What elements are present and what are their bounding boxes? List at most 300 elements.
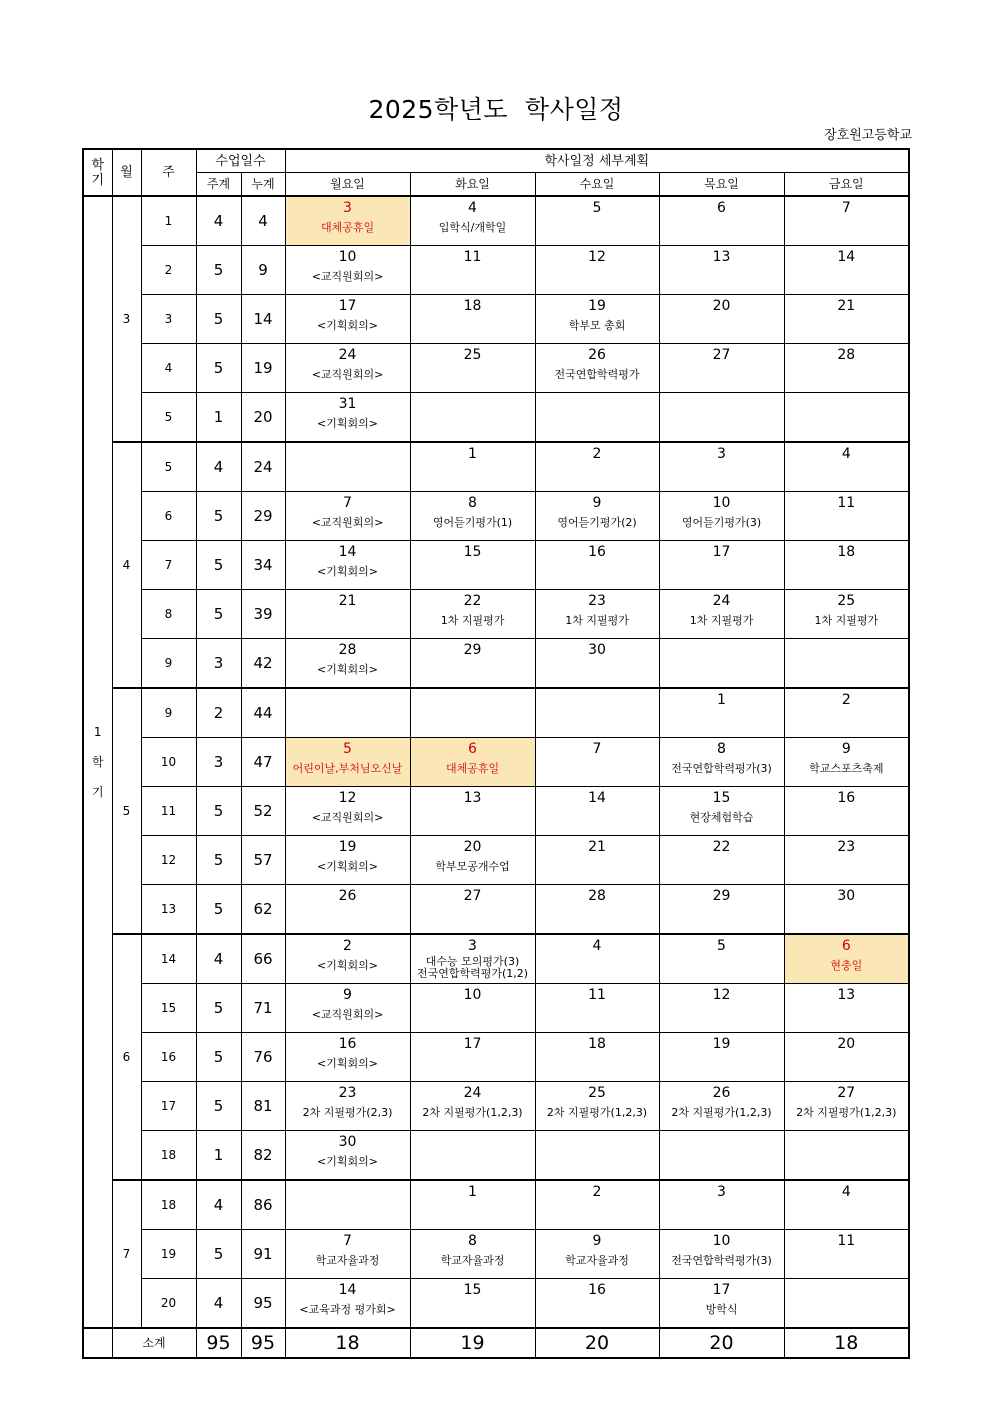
day-number: 8 [717, 741, 726, 757]
day-number: 6 [841, 938, 851, 954]
day-number: 22 [712, 839, 731, 855]
day-cell [535, 934, 659, 984]
day-number: 24 [463, 1085, 482, 1101]
day-number: 10 [463, 987, 482, 1003]
day-number: 17 [712, 544, 731, 560]
day-cell [784, 984, 909, 1033]
day-cell [285, 885, 410, 935]
weekly-days: 5 [196, 295, 241, 344]
day-number: 24 [712, 593, 731, 609]
day-number: 26 [712, 1085, 731, 1101]
day-cell [659, 738, 784, 787]
day-cell [410, 295, 535, 344]
day-cell [784, 541, 909, 590]
week-number: 6 [141, 492, 196, 541]
cumulative-days: 42 [241, 639, 285, 689]
day-cell [410, 246, 535, 295]
week-number: 10 [141, 738, 196, 787]
event-label: 전국연합학력평가(3) [671, 1254, 772, 1267]
day-cell [784, 1082, 909, 1131]
weekly-days: 5 [196, 885, 241, 935]
day-cell [784, 1033, 909, 1082]
weekly-days: 4 [196, 1180, 241, 1230]
event-label: <기획회의> [317, 1155, 378, 1168]
cumulative-days: 82 [241, 1131, 285, 1181]
header-class-days: 수업일수 [196, 149, 285, 173]
weekly-days: 1 [196, 393, 241, 443]
day-cell [535, 442, 659, 492]
day-number: 15 [712, 790, 731, 806]
day-cell [410, 393, 535, 443]
event-label: <기획회의> [317, 959, 378, 972]
event-label: <교직원회의> [311, 270, 384, 283]
day-cell [535, 492, 659, 541]
schedule-row [83, 787, 909, 836]
day-cell [535, 541, 659, 590]
day-cell [285, 492, 410, 541]
summary-day-total: 18 [285, 1328, 410, 1358]
week-number: 3 [141, 295, 196, 344]
event-label: 학부모 총회 [568, 319, 626, 332]
day-cell [285, 639, 410, 689]
day-cell [410, 196, 535, 246]
day-cell [659, 1082, 784, 1131]
week-number: 16 [141, 1033, 196, 1082]
day-cell [659, 196, 784, 246]
cumulative-days: 76 [241, 1033, 285, 1082]
day-cell [659, 984, 784, 1033]
cumulative-days: 62 [241, 885, 285, 935]
day-number: 28 [588, 888, 606, 904]
day-cell [535, 344, 659, 393]
month-cell: 6 [112, 934, 141, 1180]
day-cell [784, 442, 909, 492]
month-cell: 3 [112, 196, 141, 442]
day-number: 11 [837, 495, 856, 511]
week-number: 11 [141, 787, 196, 836]
weekly-days: 5 [196, 344, 241, 393]
day-cell [784, 590, 909, 639]
day-cell [410, 885, 535, 935]
day-cell [285, 393, 410, 443]
day-cell [285, 541, 410, 590]
event-label: <교직원회의> [311, 516, 384, 529]
day-cell [535, 246, 659, 295]
day-cell [285, 738, 410, 787]
event-label: 2차 지필평가(1,2,3) [546, 1106, 648, 1119]
event-label: <교직원회의> [311, 811, 384, 824]
day-number: 29 [463, 642, 482, 658]
day-cell [410, 639, 535, 689]
week-number: 14 [141, 934, 196, 984]
week-number: 15 [141, 984, 196, 1033]
day-number: 15 [463, 1282, 482, 1298]
weekly-days: 5 [196, 1230, 241, 1279]
cumulative-days: 9 [241, 246, 285, 295]
header-semester: 학 기 [83, 149, 112, 196]
weekly-days: 4 [196, 442, 241, 492]
header-weekly: 주계 [196, 173, 241, 197]
day-cell [535, 688, 659, 738]
day-cell [535, 1279, 659, 1329]
day-cell [410, 984, 535, 1033]
day-number: 3 [468, 938, 477, 954]
day-number: 13 [712, 249, 731, 265]
week-number: 17 [141, 1082, 196, 1131]
event-label: 영어듣기평가(1) [432, 516, 513, 529]
event-label: 어린이날,부처님오신날 [292, 762, 403, 775]
day-number: 18 [837, 544, 856, 560]
month-cell: 4 [112, 442, 141, 688]
day-cell [784, 393, 909, 443]
event-label: 방학식 [705, 1303, 738, 1316]
header-plan: 학사일정 세부계획 [285, 149, 909, 173]
day-number: 4 [592, 938, 602, 954]
day-number: 2 [841, 692, 851, 708]
event-label: 입학식/개학일 [438, 221, 507, 234]
event-label: 전국연합학력평가(3) [671, 762, 772, 775]
header-friday: 금요일 [784, 173, 909, 197]
day-cell [535, 787, 659, 836]
day-number: 20 [837, 1036, 856, 1052]
day-cell [659, 787, 784, 836]
event-label: 대체공휴일 [445, 762, 500, 775]
schedule-row [83, 639, 909, 689]
event-label: 전국연합학력평가 [554, 368, 640, 381]
week-number: 4 [141, 344, 196, 393]
day-number: 17 [463, 1036, 482, 1052]
event-label: <기획회의> [317, 319, 378, 332]
day-number: 1 [717, 692, 726, 708]
day-number: 23 [338, 1085, 357, 1101]
day-cell [410, 1033, 535, 1082]
weekly-days: 5 [196, 492, 241, 541]
day-number: 9 [841, 741, 851, 757]
day-cell [659, 393, 784, 443]
day-cell [410, 541, 535, 590]
header-cumulative: 누계 [241, 173, 285, 197]
day-cell [285, 295, 410, 344]
cumulative-days: 52 [241, 787, 285, 836]
day-cell [410, 934, 535, 984]
day-number: 16 [837, 790, 856, 806]
weekly-days: 5 [196, 984, 241, 1033]
day-cell [659, 246, 784, 295]
day-number: 1 [468, 446, 477, 462]
header-tuesday: 화요일 [410, 173, 535, 197]
event-label: <교육과정 평가회> [299, 1303, 396, 1316]
month-cell: 5 [112, 688, 141, 934]
schedule-row [83, 738, 909, 787]
day-cell [659, 1033, 784, 1082]
day-cell [410, 1131, 535, 1181]
event-label: <기획회의> [317, 860, 378, 873]
day-cell [410, 688, 535, 738]
day-number: 8 [468, 495, 477, 511]
event-label: 영어듣기평가(3) [681, 516, 762, 529]
academic-schedule-table [82, 148, 910, 1359]
event-label: <교직원회의> [311, 368, 384, 381]
day-cell [535, 196, 659, 246]
summary-row [83, 1328, 909, 1358]
day-cell [535, 1230, 659, 1279]
day-number: 9 [592, 1233, 602, 1249]
day-number: 2 [592, 446, 602, 462]
day-cell [784, 344, 909, 393]
cumulative-days: 24 [241, 442, 285, 492]
summary-cumulative-total: 95 [241, 1328, 285, 1358]
event-label: 영어듣기평가(2) [557, 516, 637, 529]
day-cell [784, 295, 909, 344]
day-number: 12 [338, 790, 357, 806]
day-cell [535, 590, 659, 639]
week-number: 18 [141, 1131, 196, 1181]
day-number: 10 [338, 249, 357, 265]
day-cell [659, 885, 784, 935]
semester-cell: 1 학 기 [83, 196, 112, 1328]
day-cell [285, 590, 410, 639]
schedule-row [83, 934, 909, 984]
summary-day-total: 19 [410, 1328, 535, 1358]
day-cell [659, 492, 784, 541]
day-number: 14 [338, 1282, 357, 1298]
day-cell [285, 787, 410, 836]
week-number: 2 [141, 246, 196, 295]
day-number: 21 [837, 298, 856, 314]
day-cell [784, 787, 909, 836]
cumulative-days: 19 [241, 344, 285, 393]
day-cell [659, 1230, 784, 1279]
day-number: 14 [588, 790, 606, 806]
document-title: 2025학년도 학사일정 [368, 95, 624, 124]
cumulative-days: 14 [241, 295, 285, 344]
day-number: 5 [592, 200, 602, 216]
day-number: 12 [712, 987, 731, 1003]
day-number: 27 [712, 347, 731, 363]
day-cell [535, 1082, 659, 1131]
event-label: <기획회의> [317, 417, 378, 430]
schedule-row [83, 1180, 909, 1230]
summary-weekly-total: 95 [196, 1328, 241, 1358]
day-cell [784, 492, 909, 541]
cumulative-days: 44 [241, 688, 285, 738]
day-cell [285, 836, 410, 885]
day-number: 23 [588, 593, 606, 609]
day-number: 11 [463, 249, 482, 265]
event-label: 학교스포츠축제 [809, 762, 884, 775]
day-number: 12 [588, 249, 606, 265]
header-month: 월 [112, 149, 141, 196]
event-label: <교직원회의> [311, 1008, 384, 1021]
day-number: 18 [463, 298, 482, 314]
day-number: 2 [592, 1184, 602, 1200]
event-label: 2차 지필평가(1,2,3) [422, 1106, 523, 1119]
day-cell [410, 1082, 535, 1131]
day-cell [285, 1180, 410, 1230]
day-cell [784, 1230, 909, 1279]
cumulative-days: 20 [241, 393, 285, 443]
day-number: 4 [841, 1184, 851, 1200]
week-number: 12 [141, 836, 196, 885]
schedule-row [83, 1082, 909, 1131]
weekly-days: 5 [196, 1033, 241, 1082]
weekly-days: 5 [196, 1082, 241, 1131]
day-cell [285, 196, 410, 246]
week-number: 9 [141, 688, 196, 738]
event-label: 1차 지필평가 [440, 614, 505, 627]
cumulative-days: 71 [241, 984, 285, 1033]
day-number: 16 [588, 544, 606, 560]
weekly-days: 4 [196, 1279, 241, 1329]
week-number: 1 [141, 196, 196, 246]
day-cell [784, 836, 909, 885]
day-cell [285, 1279, 410, 1329]
event-label: <기획회의> [317, 663, 378, 676]
day-number: 31 [338, 396, 357, 412]
day-cell [784, 639, 909, 689]
day-cell [659, 344, 784, 393]
day-number: 30 [338, 1134, 357, 1150]
day-number: 4 [468, 200, 477, 216]
day-number: 29 [712, 888, 731, 904]
event-label: 1차 지필평가 [565, 614, 629, 627]
day-cell [285, 688, 410, 738]
day-cell [535, 1180, 659, 1230]
weekly-days: 5 [196, 787, 241, 836]
header-week: 주 [141, 149, 196, 196]
day-cell [784, 1180, 909, 1230]
day-cell [659, 1180, 784, 1230]
week-number: 5 [141, 393, 196, 443]
schedule-row [83, 393, 909, 443]
day-cell [410, 590, 535, 639]
schedule-row [83, 1033, 909, 1082]
event-label: 학교자율과정 [440, 1254, 505, 1267]
week-number: 5 [141, 442, 196, 492]
day-number: 22 [463, 593, 482, 609]
day-number: 27 [463, 888, 482, 904]
day-cell [410, 1279, 535, 1329]
header-wednesday: 수요일 [535, 173, 659, 197]
day-number: 3 [717, 446, 726, 462]
day-cell [535, 836, 659, 885]
day-number: 19 [588, 298, 606, 314]
day-cell [410, 442, 535, 492]
weekly-days: 1 [196, 1131, 241, 1181]
day-number: 16 [588, 1282, 606, 1298]
cumulative-days: 95 [241, 1279, 285, 1329]
day-number: 27 [837, 1085, 856, 1101]
day-number: 5 [717, 938, 726, 954]
day-number: 1 [468, 1184, 477, 1200]
day-cell [659, 836, 784, 885]
schedule-row [83, 295, 909, 344]
schedule-row [83, 885, 909, 935]
day-cell [285, 984, 410, 1033]
cumulative-days: 81 [241, 1082, 285, 1131]
day-number: 6 [717, 200, 726, 216]
event-label: 1차 지필평가 [689, 614, 754, 627]
day-cell [784, 738, 909, 787]
summary-blank [83, 1328, 112, 1358]
day-cell [285, 1082, 410, 1131]
day-number: 25 [588, 1085, 606, 1101]
weekly-days: 5 [196, 590, 241, 639]
day-number: 28 [338, 642, 357, 658]
weekly-days: 5 [196, 541, 241, 590]
day-number: 3 [717, 1184, 726, 1200]
day-number: 26 [588, 347, 606, 363]
day-number: 7 [592, 741, 602, 757]
day-number: 21 [588, 839, 606, 855]
day-number: 25 [837, 593, 856, 609]
summary-day-total: 20 [659, 1328, 784, 1358]
day-number: 7 [841, 200, 851, 216]
day-number: 17 [338, 298, 357, 314]
event-label: 2차 지필평가(1,2,3) [796, 1106, 897, 1119]
schedule-row [83, 984, 909, 1033]
day-number: 30 [588, 642, 606, 658]
day-cell [535, 1033, 659, 1082]
day-cell [659, 688, 784, 738]
day-cell [285, 344, 410, 393]
day-cell [410, 1180, 535, 1230]
event-label: 대체공휴일 [320, 221, 375, 234]
day-cell [535, 885, 659, 935]
cumulative-days: 91 [241, 1230, 285, 1279]
day-number: 23 [837, 839, 856, 855]
day-number: 5 [343, 741, 352, 757]
day-number: 20 [712, 298, 731, 314]
week-number: 18 [141, 1180, 196, 1230]
day-number: 4 [841, 446, 851, 462]
schedule-row [83, 246, 909, 295]
day-number: 14 [338, 544, 357, 560]
day-number: 17 [712, 1282, 731, 1298]
event-label: 1차 지필평가 [814, 614, 879, 627]
schedule-row [83, 1131, 909, 1181]
schedule-row [83, 590, 909, 639]
day-cell [784, 1279, 909, 1329]
summary-label: 소계 [112, 1328, 196, 1358]
event-label: 학부모공개수업 [435, 860, 510, 873]
day-cell [784, 688, 909, 738]
schedule-row [83, 688, 909, 738]
summary-day-total: 20 [535, 1328, 659, 1358]
day-number: 30 [837, 888, 856, 904]
day-cell [410, 1230, 535, 1279]
day-cell [410, 492, 535, 541]
cumulative-days: 4 [241, 196, 285, 246]
week-number: 9 [141, 639, 196, 689]
schedule-row [83, 196, 909, 246]
event-label: 2차 지필평가(2,3) [302, 1106, 393, 1119]
day-cell [410, 836, 535, 885]
day-cell [659, 639, 784, 689]
cumulative-days: 34 [241, 541, 285, 590]
day-number: 28 [837, 347, 856, 363]
event-label: 학교자율과정 [315, 1254, 380, 1267]
day-number: 3 [343, 200, 352, 216]
day-cell [410, 344, 535, 393]
day-cell [285, 1033, 410, 1082]
day-cell [659, 442, 784, 492]
day-number: 6 [468, 741, 477, 757]
day-cell [535, 295, 659, 344]
day-cell [659, 590, 784, 639]
day-cell [535, 639, 659, 689]
day-cell [535, 738, 659, 787]
